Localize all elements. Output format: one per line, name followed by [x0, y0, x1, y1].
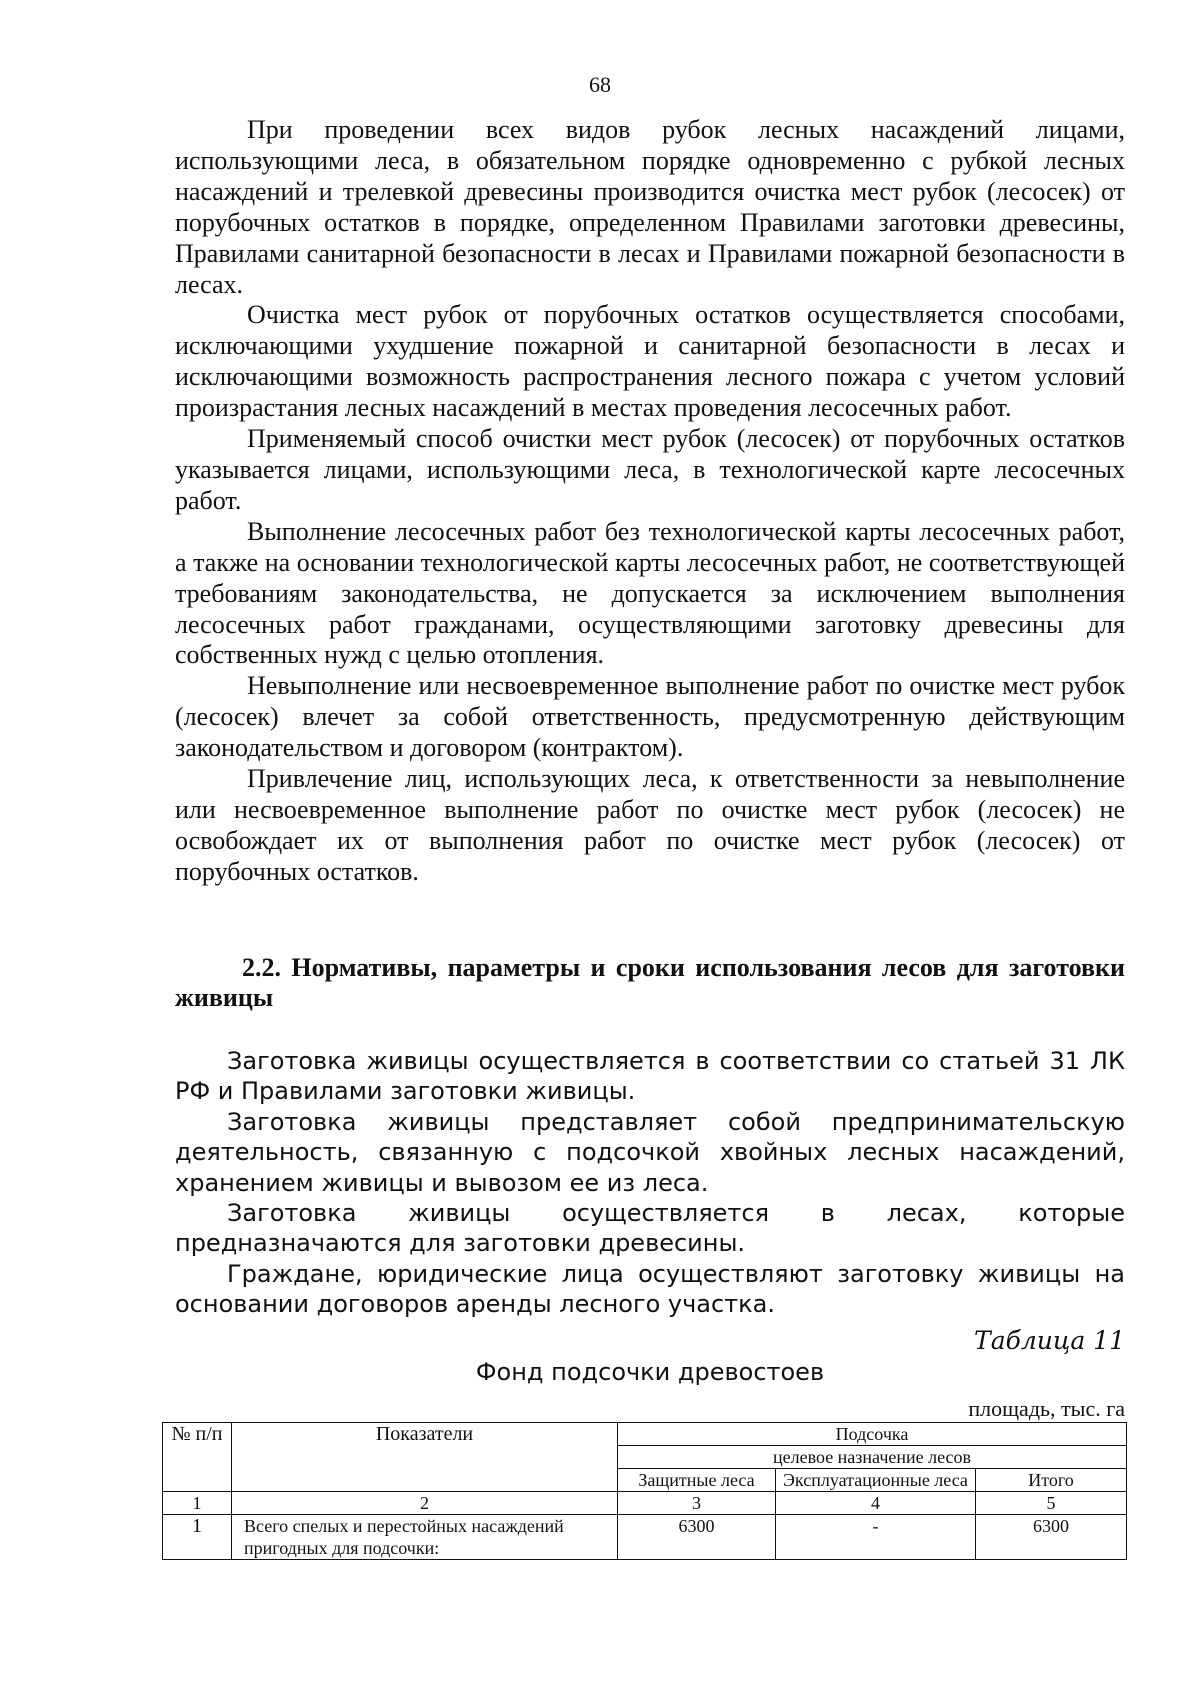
table-title: Фонд подсочки древостоев	[475, 1358, 825, 1386]
section-heading: 2.2. Нормативы, параметры и сроки использования лесов для заготовки живицы	[175, 953, 1125, 1012]
section-2-text	[175, 1046, 1125, 1320]
header-protective: Защитные леса	[618, 1469, 776, 1492]
paragraph: Граждане, юридические лица осуществляют заготовку живицы на основании договоров аренды лесного участка.	[175, 1259, 1125, 1319]
header-exploitation: Эксплуатационные леса	[776, 1469, 976, 1492]
header-tapping: Подсочка	[618, 1423, 1127, 1446]
row-exploitation: -	[776, 1515, 976, 1560]
header-purpose: целевое назначение лесов	[618, 1446, 1127, 1469]
paragraph: Заготовка живицы представляет собой предпринимательскую деятельность, связанную с подсочкой хвойных лесных насаждений, хранением живицы и вывозом ее из леса.	[175, 1107, 1125, 1197]
table-units: площадь, тыс. га	[968, 1396, 1125, 1421]
row-indicator: Всего спелых и перестойных насаждений пригодных для подсочки:	[232, 1515, 618, 1560]
header-total: Итого	[976, 1469, 1127, 1492]
paragraph: Привлечение лиц, использующих леса, к ответственности за невыполнение или несвоевременное выполнение работ по очистке мест рубок (лесосек) не освобождает их от выполнения работ по очистке мест рубок (лесосек) от порубочных остатков.	[175, 764, 1125, 886]
paragraph: Невыполнение или несвоевременное выполнение работ по очистке мест рубок (лесосек) влечет за собой ответственность, предусмотренную действующим законодательством и договором (контрактом).	[175, 671, 1125, 763]
paragraph: Очистка мест рубок от порубочных остатков осуществляется способами, исключающими ухудшение пожарной и санитарной безопасности в лесах и исключающими возможность распространения лесного пожара с учетом условий произрастания лесных насаждений в местах проведения лесосечных работ.	[175, 300, 1125, 423]
tapping-fund-table	[162, 1422, 1127, 1560]
header-num: № п/п	[163, 1423, 232, 1492]
column-number: 1	[163, 1492, 232, 1515]
column-number-row	[163, 1492, 1127, 1515]
header-indicators: Показатели	[232, 1423, 618, 1492]
row-total: 6300	[976, 1515, 1127, 1560]
paragraph: Применяемый способ очистки мест рубок (лесосек) от порубочных остатков указывается лицами, использующими леса, в технологической карте лесосечных работ.	[175, 424, 1125, 515]
row-num: 1	[163, 1515, 232, 1560]
paragraph: Выполнение лесосечных работ без технологической карты лесосечных работ, а также на основании технологической карты лесосечных работ, не соответствующей требованиям законодательства, не допускается за исключением выполнения лесосечных работ гражданами, осуществляющими заготовку древесины для собственных нужд с целью отопления.	[175, 516, 1125, 670]
section-2-heading-block	[175, 953, 1125, 1013]
table-caption: Таблица 11	[974, 1326, 1125, 1355]
column-number: 5	[976, 1492, 1127, 1515]
row-protective: 6300	[618, 1515, 776, 1560]
paragraph: При проведении всех видов рубок лесных насаждений лицами, использующими леса, в обязательном порядке одновременно с рубкой лесных насаждений и трелевкой древесины производится очистка мест рубок (лесосек) от порубочных остатков в порядке, определенном Правилами заготовки древесины, Правилами санитарной безопасности в лесах и Правилами пожарной безопасности в лесах.	[175, 115, 1125, 299]
page-number: 68	[589, 72, 611, 97]
paragraph: Заготовка живицы осуществляется в лесах, которые предназначаются для заготовки древесины.	[175, 1199, 1125, 1258]
column-number: 4	[776, 1492, 976, 1515]
paragraph: Заготовка живицы осуществляется в соответствии со статьей 31 ЛК РФ и Правилами заготовки живицы.	[175, 1047, 1125, 1106]
column-number: 3	[618, 1492, 776, 1515]
section-1-text	[175, 115, 1125, 888]
table-row	[163, 1515, 1127, 1560]
column-number: 2	[232, 1492, 618, 1515]
